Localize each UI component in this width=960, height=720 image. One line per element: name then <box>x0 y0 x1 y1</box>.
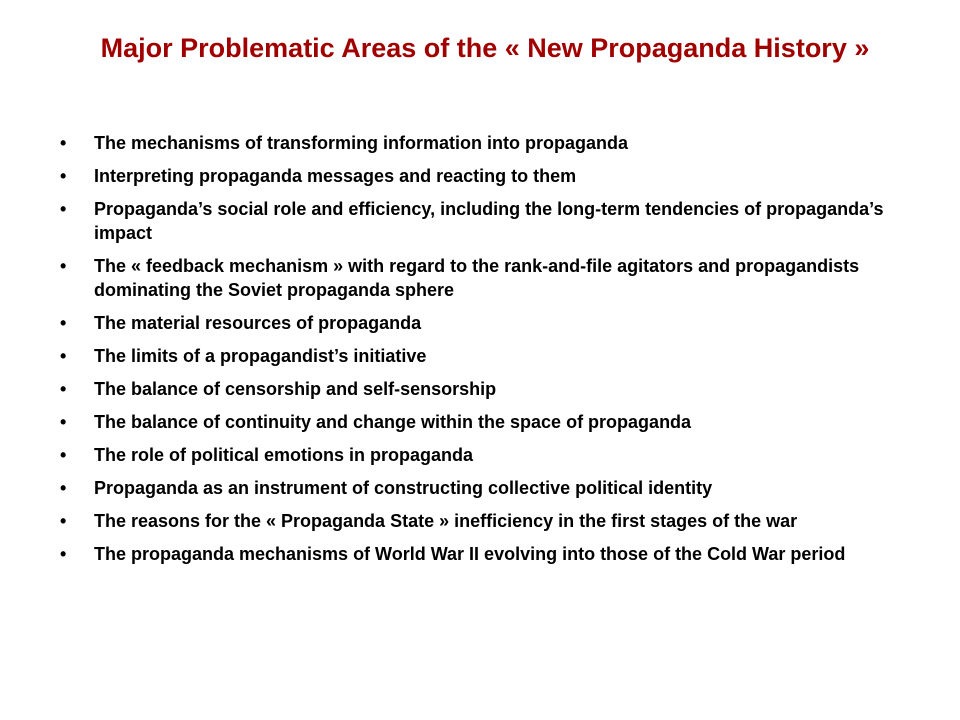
bullet-text: The mechanisms of transforming information into propaganda <box>94 133 629 153</box>
bullet-text: The balance of continuity and change within the space of propaganda <box>94 412 692 432</box>
bullet-item <box>56 164 926 188</box>
bullet-icon: • <box>60 256 67 276</box>
bullet-icon: • <box>60 511 67 531</box>
bullet-item <box>56 410 926 434</box>
bullet-text: The balance of censorship and self-sensorship <box>94 379 497 399</box>
bullet-item <box>56 476 926 500</box>
bullet-text: The propaganda mechanisms of World War II evolving into those of the Cold War period <box>94 544 846 564</box>
bullet-text: Propaganda’s social role and efficiency, including the long-term tendencies of propaganda’s impact <box>94 199 884 243</box>
bullet-text: The reasons for the « Propaganda State » inefficiency in the first stages of the war <box>94 511 798 531</box>
bullet-item <box>56 542 926 566</box>
bullet-text: Interpreting propaganda messages and reacting to them <box>94 166 577 186</box>
bullet-text: Propaganda as an instrument of constructing collective political identity <box>94 478 713 498</box>
bullet-item <box>56 377 926 401</box>
bullet-item <box>56 254 926 302</box>
bullet-icon: • <box>60 544 67 564</box>
bullet-list <box>56 131 926 575</box>
bullet-item <box>56 509 926 533</box>
bullet-icon: • <box>60 346 67 366</box>
bullet-icon: • <box>60 412 67 432</box>
bullet-text: The material resources of propaganda <box>94 313 422 333</box>
bullet-icon: • <box>60 478 67 498</box>
bullet-icon: • <box>60 199 67 219</box>
bullet-icon: • <box>60 445 67 465</box>
bullet-icon: • <box>60 133 67 153</box>
slide-title: Major Problematic Areas of the « New Propaganda History » <box>100 33 870 63</box>
bullet-item <box>56 344 926 368</box>
bullet-text: The « feedback mechanism » with regard to the rank-and-file agitators and propagandists dominating the Soviet propaganda sphere <box>94 256 860 300</box>
bullet-icon: • <box>60 379 67 399</box>
bullet-text: The limits of a propagandist’s initiative <box>94 346 427 366</box>
bullet-item <box>56 443 926 467</box>
bullet-item <box>56 311 926 335</box>
bullet-text: The role of political emotions in propaganda <box>94 445 474 465</box>
bullet-item <box>56 197 926 245</box>
bullet-item <box>56 131 926 155</box>
bullet-icon: • <box>60 313 67 333</box>
bullet-icon: • <box>60 166 67 186</box>
